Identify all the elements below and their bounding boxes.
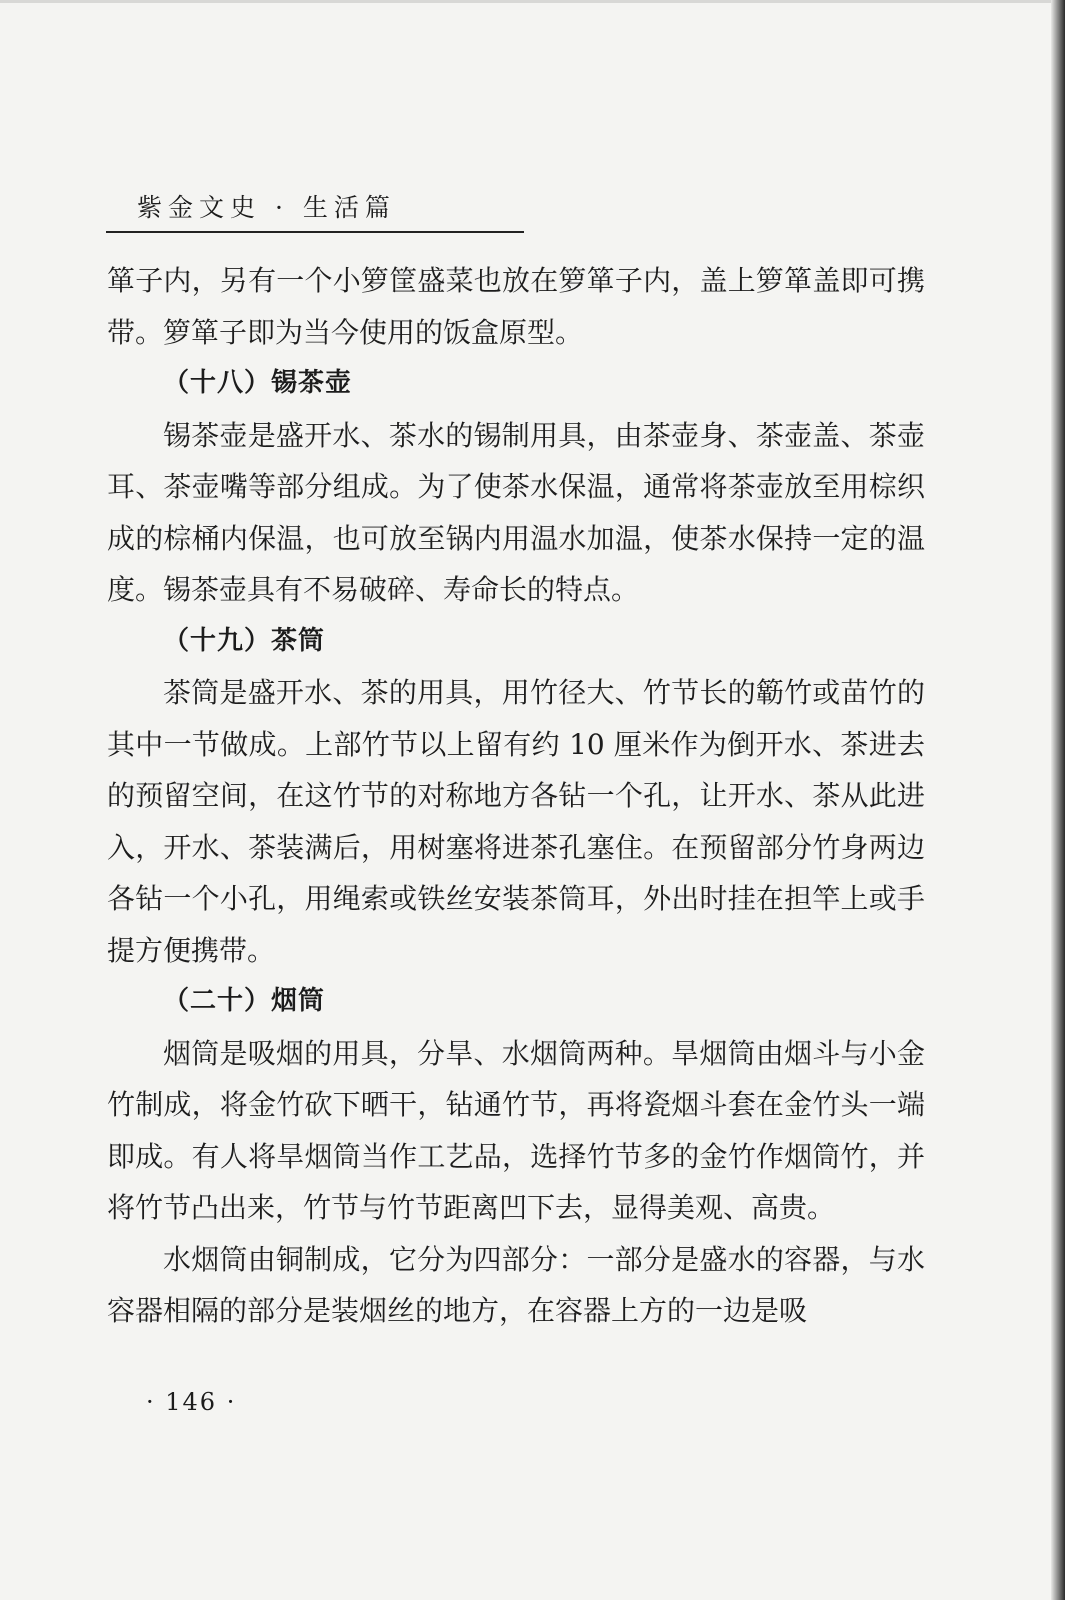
section-heading-18: （十八）锡茶壶 — [163, 368, 353, 398]
running-header-title: 紫金文史 · 生活篇 — [137, 193, 396, 222]
scan-border-top — [0, 0, 1065, 3]
page-body — [107, 255, 925, 1337]
section-heading-19: （十九）茶筒 — [163, 625, 326, 656]
paragraph-continued: 箪子内，另有一个小箩筐盛菜也放在箩箪子内，盖上箩箪盖即可携带。箩箪子即为当今使用的饭盒原型。 — [107, 264, 925, 349]
section-heading-20: （二十）烟筒 — [163, 986, 326, 1016]
header-rule — [106, 231, 524, 233]
page-number: · 146 · — [146, 1388, 237, 1416]
paragraph-pipe-dry: 烟筒是吸烟的用具，分旱、水烟筒两种。旱烟筒由烟斗与小金竹制成，将金竹砍下晒干，钻通竹节，再将瓷烟斗套在金竹头一端即成。有人将旱烟筒当作工艺品，选择竹节多的金竹作烟筒竹，并将竹节凸出来，竹节与竹节距离凹下去，显得美观、高贵。 — [107, 1036, 925, 1224]
paragraph-tea-tube: 茶筒是盛开水、茶的用具，用竹径大、竹节长的簕竹或苗竹的其中一节做成。上部竹节以上留有约 10 厘米作为倒开水、茶进去的预留空间，在这竹节的对称地方各钻一个孔，让开水、茶从此进入，开水、茶装满后，用树塞将进茶孔塞住。在预留部分竹身两边各钻一个小孔，用绳索或铁丝安装茶筒耳，外出时挂在担竿上或手提方便携带。 — [107, 676, 925, 967]
scan-border-right — [1051, 0, 1065, 1600]
paragraph-tin-teapot: 锡茶壶是盛开水、茶水的锡制用具，由茶壶身、茶壶盖、茶壶耳、茶壶嘴等部分组成。为了使茶水保温，通常将茶壶放至用棕织成的棕桶内保温，也可放至锅内用温水加温，使茶水保持一定的温度。锡茶壶具有不易破碎、寿命长的特点。 — [107, 418, 925, 606]
paragraph-pipe-water: 水烟筒由铜制成，它分为四部分：一部分是盛水的容器，与水容器相隔的部分是装烟丝的地方，在容器上方的一边是吸 — [107, 1242, 925, 1327]
